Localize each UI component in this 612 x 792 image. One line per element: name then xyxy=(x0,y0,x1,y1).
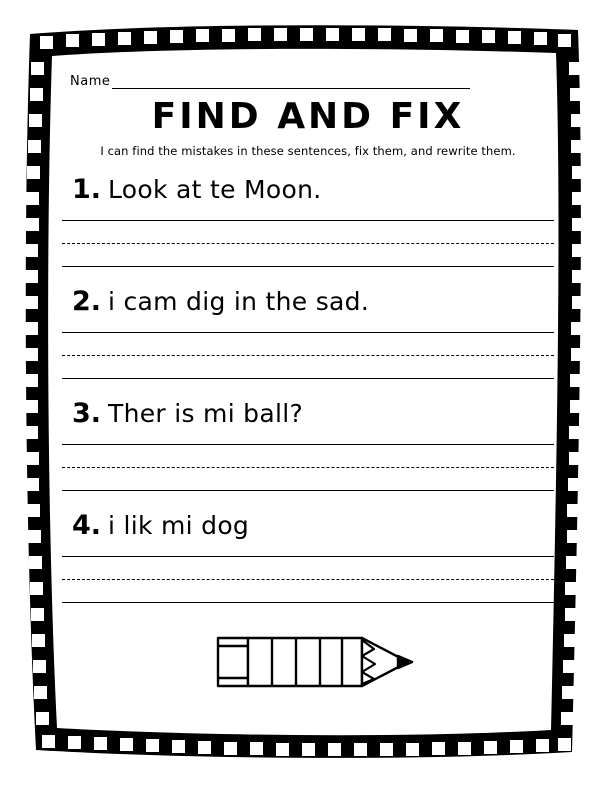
writing-line-dashed[interactable] xyxy=(62,355,554,356)
problem-item-4 xyxy=(62,510,554,603)
writing-line-solid-bottom[interactable] xyxy=(62,602,554,603)
page-subtitle: I can find the mistakes in these sentences, fix them, and rewrite them. xyxy=(100,144,516,158)
name-field-row xyxy=(70,74,470,89)
writing-line-solid-bottom[interactable] xyxy=(62,266,554,267)
name-label: Name xyxy=(70,74,111,89)
writing-line-solid[interactable] xyxy=(62,332,554,333)
problem-prompt xyxy=(62,174,554,220)
problem-number: 2. xyxy=(72,286,102,317)
writing-line-solid[interactable] xyxy=(62,444,554,445)
page-title: FIND AND FIX xyxy=(151,96,465,137)
problem-item-3 xyxy=(62,398,554,491)
writing-line-dashed[interactable] xyxy=(62,467,554,468)
writing-line-solid-bottom[interactable] xyxy=(62,490,554,491)
pencil-icon xyxy=(212,624,422,704)
worksheet-content xyxy=(62,58,554,738)
writing-line-dashed[interactable] xyxy=(62,243,554,244)
problem-number: 3. xyxy=(72,398,102,429)
problem-prompt xyxy=(62,398,554,444)
problem-sentence: i lik mi dog xyxy=(108,511,250,540)
problem-prompt xyxy=(62,510,554,556)
problem-number: 4. xyxy=(72,510,102,541)
problem-number: 1. xyxy=(72,174,102,205)
name-input-line[interactable] xyxy=(112,76,470,89)
problem-sentence: i cam dig in the sad. xyxy=(108,287,370,316)
problem-item-1 xyxy=(62,174,554,267)
writing-line-dashed[interactable] xyxy=(62,579,554,580)
problem-prompt xyxy=(62,286,554,332)
writing-line-solid-bottom[interactable] xyxy=(62,378,554,379)
problem-sentence: Look at te Moon. xyxy=(108,175,322,204)
writing-line-solid[interactable] xyxy=(62,220,554,221)
problem-sentence: Ther is mi ball? xyxy=(108,399,304,428)
problem-item-2 xyxy=(62,286,554,379)
writing-line-solid[interactable] xyxy=(62,556,554,557)
